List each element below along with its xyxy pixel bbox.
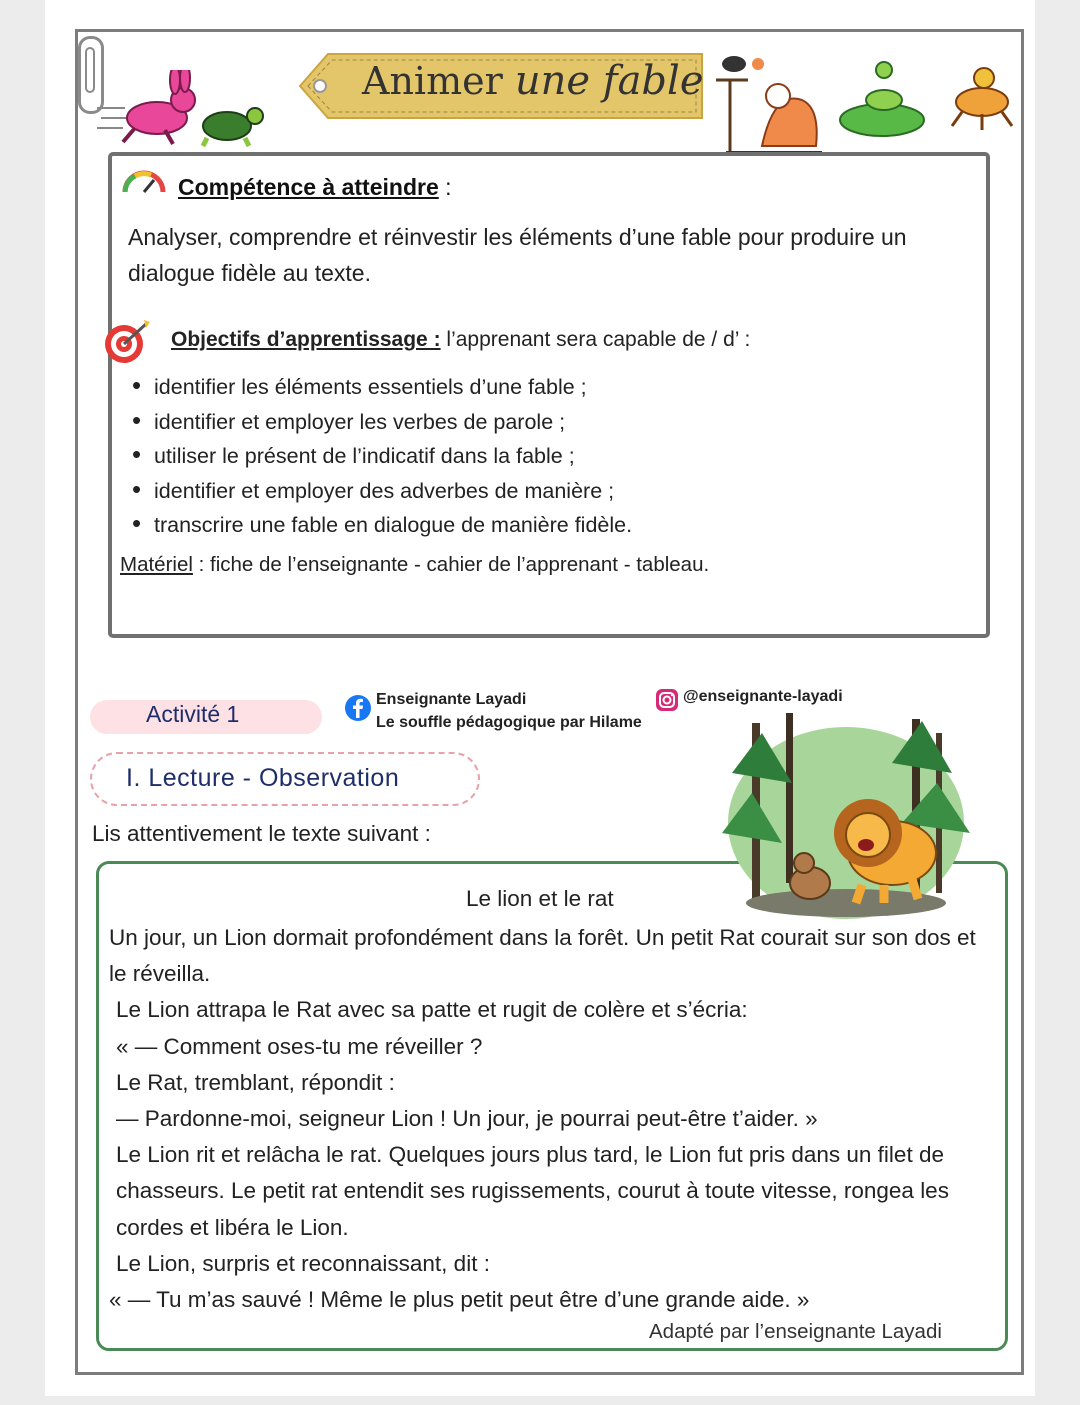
list-item: • utiliser le présent de l’indicatif dans la fable ; xyxy=(128,437,632,472)
fable-line: « — Comment oses-tu me réveiller ? xyxy=(116,1033,483,1059)
section-heading: I. Lecture - Observation xyxy=(90,752,480,806)
fable-title: Le lion et le rat xyxy=(466,886,614,911)
list-item: • transcrire une fable en dialogue de manière fidèle. xyxy=(128,506,632,541)
list-item: • identifier et employer les verbes de parole ; xyxy=(128,403,632,438)
fable-animals-illustration xyxy=(712,50,1022,155)
objectifs-heading: Objectifs d’apprentissage : l’apprenant sera capable de / d’ : xyxy=(171,328,751,351)
fable-line: Le Lion, surpris et reconnaissant, dit : xyxy=(116,1250,490,1276)
activity-badge: Activité 1 xyxy=(90,700,322,734)
fable-body xyxy=(109,920,989,1318)
instruction-text: Lis attentivement le texte suivant : xyxy=(92,821,431,846)
list-item: • identifier et employer des adverbes de manière ; xyxy=(128,472,632,507)
facebook-icon xyxy=(344,694,372,722)
rabbit-turtle-illustration xyxy=(95,70,270,150)
fable-line: Le Lion rit et relâcha le rat. Quelques jours plus tard, le Lion fut pris dans un filet de chasseurs. Le petit rat entendit ses rugissements, courut à toute vitesse, rongea les cordes et libéra le Lion. xyxy=(116,1142,949,1240)
lion-rat-forest-illustration xyxy=(722,713,970,919)
facebook-credit: Enseignante Layadi Le souffle pédagogique par Hilame xyxy=(376,691,642,731)
fable-credit: Adapté par l’enseignante Layadi xyxy=(649,1320,942,1343)
target-icon xyxy=(102,318,152,366)
fable-line: Le Lion attrapa le Rat avec sa patte et rugit de colère et s’écria: xyxy=(116,997,748,1023)
gauge-icon xyxy=(121,164,167,196)
fable-line: Un jour, un Lion dormait profondément dans la forêt. Un petit Rat courait sur son dos et le réveilla. xyxy=(109,925,976,987)
competence-heading: Compétence à atteindre : xyxy=(178,174,452,200)
competence-text: Analyser, comprendre et réinvestir les éléments d’une fable pour produire un dialogue fidèle au texte. xyxy=(128,224,907,286)
page-title: Animer une fable xyxy=(362,58,704,104)
instagram-icon xyxy=(655,688,679,712)
fable-line: — Pardonne-moi, seigneur Lion ! Un jour, je pourrai peut-être t’aider. » xyxy=(116,1106,818,1132)
fable-line: « — Tu m’as sauvé ! Même le plus petit peut être d’une grande aide. » xyxy=(109,1287,810,1313)
materiel-line: Matériel : fiche de l’enseignante - cahier de l’apprenant - tableau. xyxy=(120,553,710,576)
objectifs-list xyxy=(128,368,632,541)
fable-line: Le Rat, tremblant, répondit : xyxy=(116,1069,395,1095)
list-item: • identifier les éléments essentiels d’une fable ; xyxy=(128,368,632,403)
instagram-handle: @enseignante-layadi xyxy=(683,688,843,705)
